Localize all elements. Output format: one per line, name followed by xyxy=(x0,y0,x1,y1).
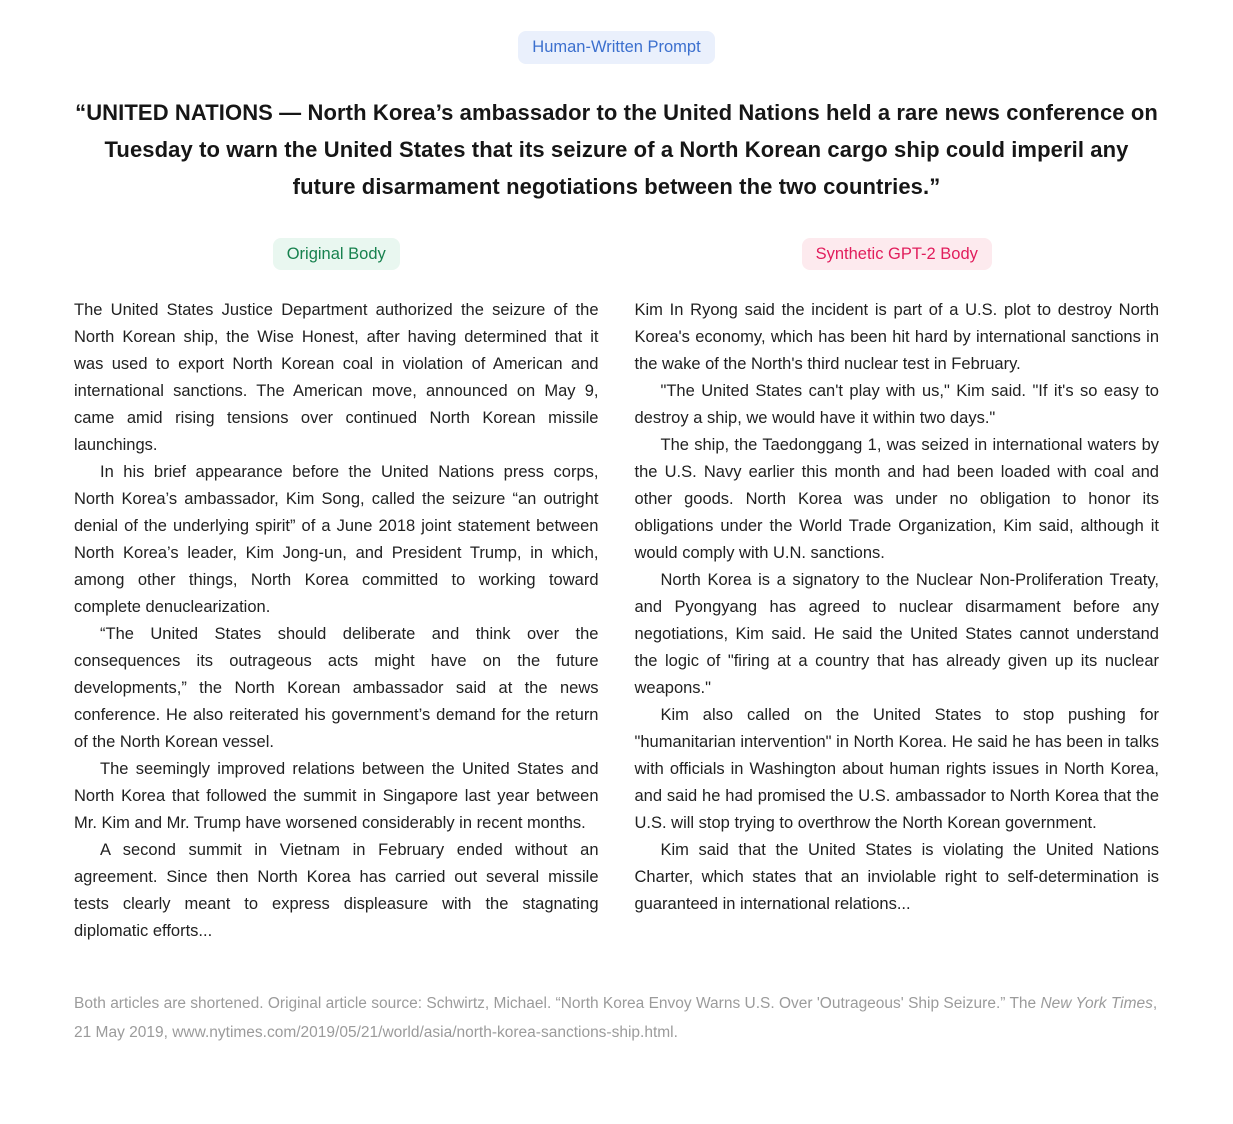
citation-publication-name: New York Times xyxy=(1040,995,1153,1012)
synthetic-article-text xyxy=(635,297,1160,918)
original-badge-row xyxy=(74,238,599,271)
synthetic-body-badge: Synthetic GPT-2 Body xyxy=(802,238,992,271)
article-paragraph: "The United States can't play with us," Kim said. "If it's so easy to destroy a ship, we would have it within two days." xyxy=(634,382,1159,427)
article-paragraph: Kim said that the United States is violating the United Nations Charter, which states that an inviolable right to self-determination is guaranteed in international relations... xyxy=(634,841,1159,913)
citation-footer xyxy=(74,989,1159,1047)
original-body-badge: Original Body xyxy=(273,238,400,271)
prompt-badge-row xyxy=(74,0,1159,64)
article-paragraph: Kim In Ryong said the incident is part of a U.S. plot to destroy North Korea's economy, which has been hit hard by international sanctions in the wake of the North's third nuclear test in February. xyxy=(634,301,1159,373)
article-paragraph: The ship, the Taedonggang 1, was seized in international waters by the U.S. Navy earlier this month and had been loaded with coal and other goods. North Korea was under no obligation to honor its obligations under the World Trade Organization, Kim said, although it would comply with U.N. sanctions. xyxy=(634,436,1159,562)
prompt-quote-headline: “UNITED NATIONS — North Korea’s ambassador to the United Nations held a rare news conference on Tuesday to warn the United States that its seizure of a North Korean cargo ship could imperil any future disarmament negotiations between the two countries.” xyxy=(75,99,1158,199)
original-article-text xyxy=(74,297,599,945)
article-paragraph: The seemingly improved relations between the United States and North Korea that followed the summit in Singapore last year between Mr. Kim and Mr. Trump have worsened considerably in recent months. xyxy=(74,760,599,832)
citation-text-end: , 21 May 2019, www.nytimes.com/2019/05/21/world/asia/north-korea-sanctions-ship.html. xyxy=(74,995,1158,1041)
original-body-column xyxy=(74,238,599,946)
article-paragraph: In his brief appearance before the United Nations press corps, North Korea’s ambassador, Kim Song, called the seizure “an outright denial of the underlying spirit” of a June 2018 joint statement between North Korea’s leader, Kim Jong-un, and President Trump, in which, among other things, North Korea committed to working toward complete denuclearization. xyxy=(74,463,599,616)
prompt-badge: Human-Written Prompt xyxy=(518,31,714,64)
article-paragraph: The United States Justice Department authorized the seizure of the North Korean ship, the Wise Honest, after having determined that it was used to export North Korean coal in violation of American and international sanctions. The American move, announced on May 9, came amid rising tensions over continued North Korean missile launchings. xyxy=(74,301,599,454)
article-columns xyxy=(74,238,1159,946)
article-paragraph: “The United States should deliberate and think over the consequences its outrageous acts might have on the future developments,” the North Korean ambassador said at the news conference. He also reiterated his government’s demand for the return of the North Korean vessel. xyxy=(74,625,599,751)
synthetic-body-column xyxy=(635,238,1160,946)
citation-text-start: Both articles are shortened. Original article source: Schwirtz, Michael. “North Korea Envoy Warns U.S. Over 'Outrageous' Ship Seizure.” The xyxy=(74,995,1041,1012)
synthetic-badge-row xyxy=(635,238,1160,271)
article-paragraph: Kim also called on the United States to stop pushing for "humanitarian intervention" in North Korea. He said he has been in talks with officials in Washington about human rights issues in North Korea, and said he had promised the U.S. ambassador to North Korea that the U.S. will stop trying to overthrow the North Korean government. xyxy=(634,706,1159,832)
article-paragraph: A second summit in Vietnam in February ended without an agreement. Since then North Korea has carried out several missile tests clearly meant to express displeasure with the stagnating diplomatic efforts... xyxy=(74,841,599,940)
article-paragraph: North Korea is a signatory to the Nuclear Non-Proliferation Treaty, and Pyongyang has agreed to nuclear disarmament before any negotiations, Kim said. He said the United States cannot understand the logic of "firing at a country that has already given up its nuclear weapons." xyxy=(634,571,1159,697)
